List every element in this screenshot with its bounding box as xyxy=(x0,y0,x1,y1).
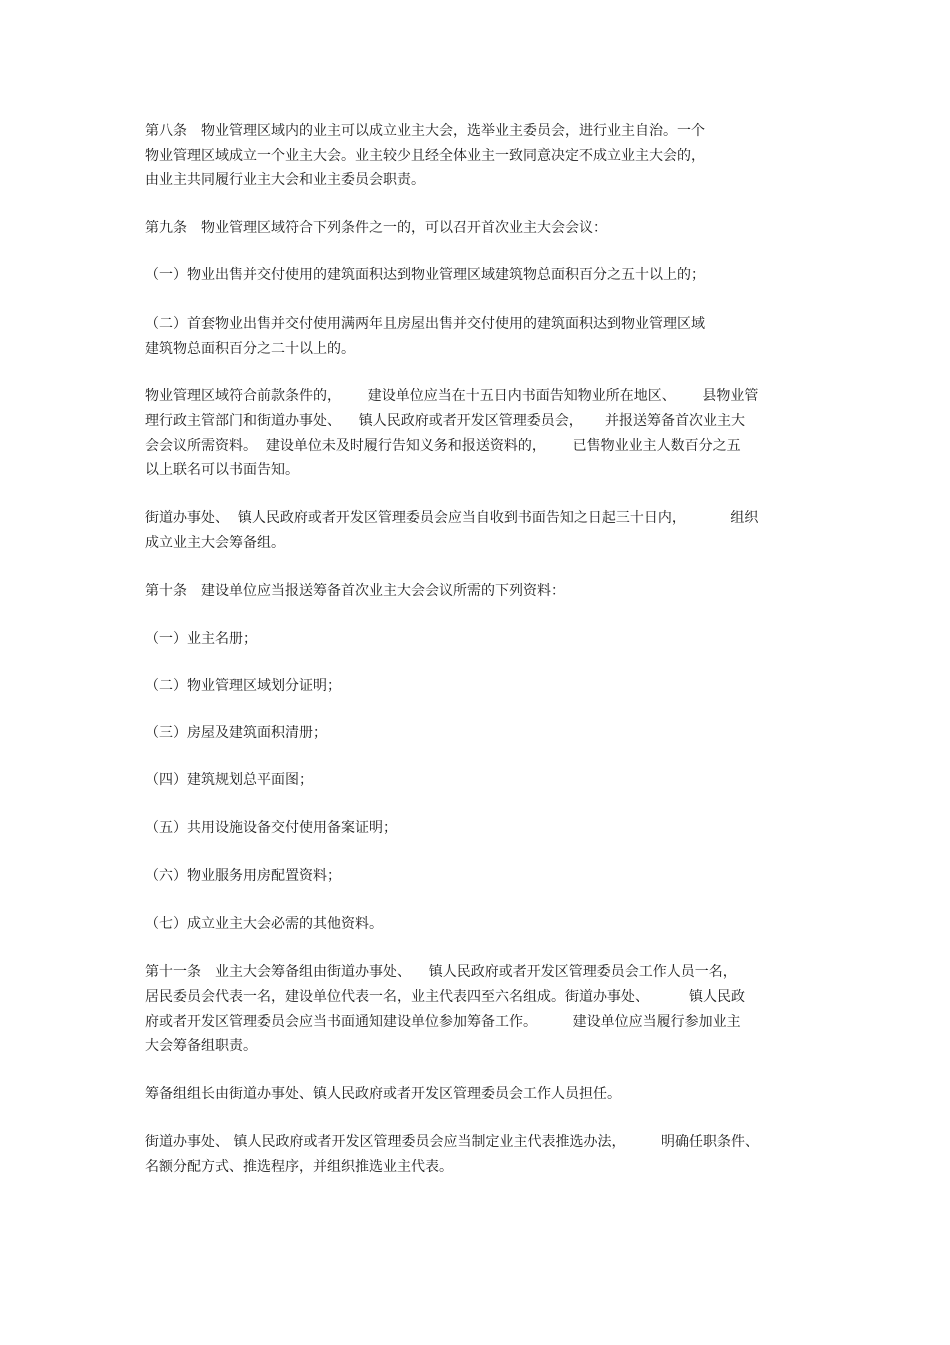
article-9-item-1: （一）物业出售并交付使用的建筑面积达到物业管理区域建筑物总面积百分之五十以上的； xyxy=(145,267,705,283)
article-8-line-3: 由业主共同履行业主大会和业主委员会职责。 xyxy=(145,172,425,188)
article-11-line-4: 大会筹备组职责。 xyxy=(145,1038,257,1054)
article-11-selection-line-2: 名额分配方式、推选程序，并组织推选业主代表。 xyxy=(145,1159,453,1175)
article-9-heading: 第九条 物业管理区域符合下列条件之一的，可以召开首次业主大会会议： xyxy=(145,220,607,236)
article-10-item-3: （三）房屋及建筑面积清册； xyxy=(145,725,327,741)
article-11-line-3: 府或者开发区管理委员会应当书面通知建设单位参加筹备工作。 建设单位应当履行参加业主 xyxy=(145,1014,741,1030)
article-9-notice-line-4: 以上联名可以书面告知。 xyxy=(145,462,299,478)
article-9-item-2-line-1: （二）首套物业出售并交付使用满两年且房屋出售并交付使用的建筑面积达到物业管理区域 xyxy=(145,316,705,332)
article-9-group-line-1: 街道办事处、 镇人民政府或者开发区管理委员会应当自收到书面告知之日起三十日内， 组织 xyxy=(145,510,759,526)
article-8-line-1: 第八条 物业管理区域内的业主可以成立业主大会，选举业主委员会，进行业主自治。一个 xyxy=(145,123,705,139)
article-9-notice-line-3: 会会议所需资料。 建设单位未及时履行告知义务和报送资料的， 已售物业业主人数百分之五 xyxy=(145,438,741,454)
article-10-item-2: （二）物业管理区域划分证明； xyxy=(145,678,341,694)
article-11-line-2: 居民委员会代表一名，建设单位代表一名，业主代表四至六名组成。街道办事处、 镇人民政 xyxy=(145,989,746,1005)
article-9-notice-line-1: 物业管理区域符合前款条件的， 建设单位应当在十五日内书面告知物业所在地区、 县物业管 xyxy=(145,388,759,404)
article-9-notice-line-2: 理行政主管部门和街道办事处、 镇人民政府或者开发区管理委员会， 并报送筹备首次业主大 xyxy=(145,413,746,429)
article-10-item-6: （六）物业服务用房配置资料； xyxy=(145,868,341,884)
article-10-heading: 第十条 建设单位应当报送筹备首次业主大会会议所需的下列资料： xyxy=(145,583,565,599)
article-10-item-1: （一）业主名册； xyxy=(145,631,257,647)
article-11-selection-line-1: 街道办事处、 镇人民政府或者开发区管理委员会应当制定业主代表推选办法， 明确任职条件、 xyxy=(145,1134,760,1150)
article-8-line-2: 物业管理区域成立一个业主大会。业主较少且经全体业主一致同意决定不成立业主大会的， xyxy=(145,148,705,164)
article-10-item-5: （五）共用设施设备交付使用备案证明； xyxy=(145,820,397,836)
article-11-line-1: 第十一条 业主大会筹备组由街道办事处、 镇人民政府或者开发区管理委员会工作人员一名， xyxy=(145,964,737,980)
article-9-item-2-line-2: 建筑物总面积百分之二十以上的。 xyxy=(145,341,355,357)
article-11-leader: 筹备组组长由街道办事处、镇人民政府或者开发区管理委员会工作人员担任。 xyxy=(145,1086,621,1102)
article-10-item-7: （七）成立业主大会必需的其他资料。 xyxy=(145,916,383,932)
article-9-group-line-2: 成立业主大会筹备组。 xyxy=(145,535,285,551)
article-10-item-4: （四）建筑规划总平面图； xyxy=(145,772,313,788)
